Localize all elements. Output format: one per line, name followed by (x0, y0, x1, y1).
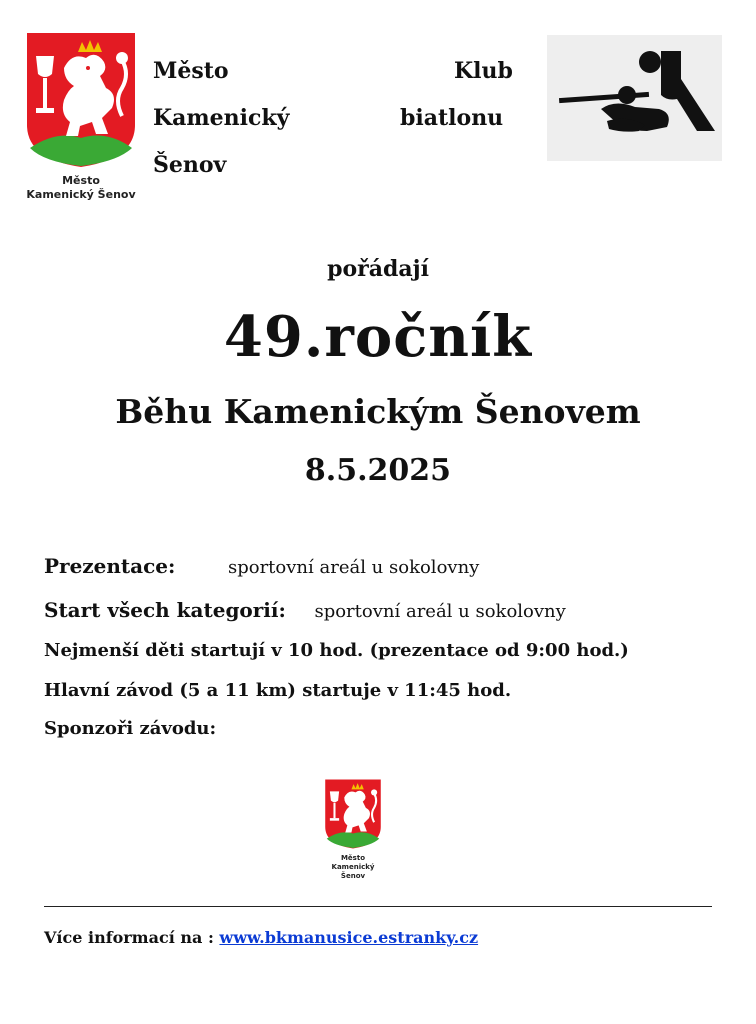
organizer-left-line3: Šenov (153, 152, 227, 178)
more-info-label: Více informací na : (44, 928, 214, 947)
event-date: 8.5.2025 (304, 453, 452, 488)
sponsors-label: Sponzoři závodu: (44, 718, 217, 739)
organizer-right-line1: Klub (454, 58, 513, 84)
footer-divider (44, 906, 712, 907)
coat-of-arms-icon (22, 30, 140, 170)
sponsor-logo-caption (322, 854, 384, 881)
edition-title: 49.ročník (223, 304, 533, 370)
organizer-left-line2: Kamenický (153, 105, 290, 131)
coat-of-arms-caption (22, 174, 140, 202)
sponsor-logo-caption-line1: Město (340, 854, 366, 862)
start-value: sportovní areál u sokolovny (314, 601, 566, 622)
coat-of-arms-icon (322, 778, 384, 850)
website-link[interactable]: www.bkmanusice.estranky.cz (219, 928, 479, 947)
footer-info (44, 928, 478, 947)
organizer-right-line2: biatlonu (400, 105, 504, 131)
kids-start-line: Nejmenší děti startují v 10 hod. (prezentace od 9:00 hod.) (44, 640, 629, 661)
event-name: Běhu Kamenickým Šenovem (115, 392, 641, 431)
coat-of-arms-caption-line1: Město (62, 174, 100, 187)
start-row (44, 598, 566, 622)
main-race-line: Hlavní závod (5 a 11 km) startuje v 11:45 hod. (44, 680, 512, 701)
registration-value: sportovní areál u sokolovny (227, 557, 480, 578)
coat-of-arms-logo (22, 30, 140, 202)
registration-row (44, 554, 479, 578)
start-label: Start všech kategorií: (44, 598, 286, 622)
coat-of-arms-caption-line2: Kamenický Šenov (26, 188, 136, 201)
registration-label: Prezentace: (44, 554, 176, 578)
shooter-prone-icon (547, 35, 722, 161)
sponsor-logo-caption-line2: Kamenický Šenov (331, 863, 375, 880)
intro-text: pořádají (327, 256, 429, 282)
biathlon-logo (547, 35, 722, 161)
organizer-left-line1: Město (153, 58, 229, 84)
sponsor-logo (322, 778, 384, 881)
